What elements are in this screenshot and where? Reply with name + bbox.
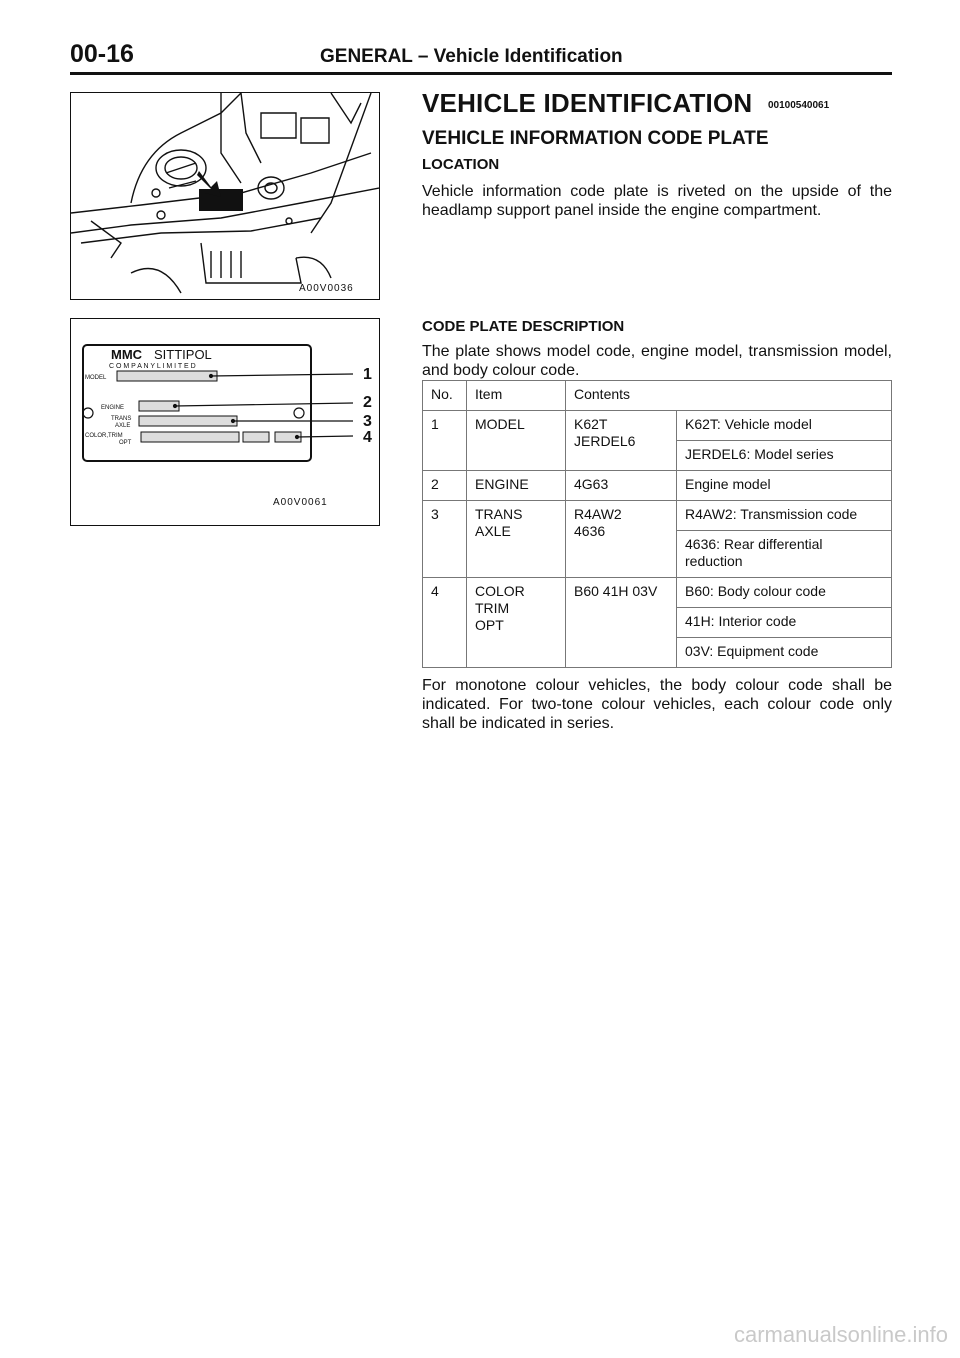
row-no: 2 [423, 471, 467, 501]
description-paragraph: The plate shows model code, engine model, transmission model, and body colour code. [422, 343, 892, 379]
table-row [423, 411, 892, 441]
section-header-title: GENERAL – Vehicle Identification [320, 46, 623, 67]
location-paragraph: Vehicle information code plate is riveted on the upside of the headlamp support panel inside the engine compartment. [422, 183, 892, 219]
row-detail: 03V: Equipment code [677, 638, 892, 668]
header-contents: Contents [566, 381, 892, 411]
row-detail: 4636: Rear differential reduction [677, 531, 892, 578]
table-row [423, 578, 892, 608]
row-code: K62T JERDEL6 [566, 411, 677, 471]
row-detail: K62T: Vehicle model [677, 411, 892, 441]
plate-label-opt: OPT [119, 440, 132, 446]
location-illustration [70, 92, 380, 300]
table-header-row [423, 381, 892, 411]
code-plate-drawing [71, 319, 379, 525]
figure-code-location: A00V0036 [299, 283, 354, 294]
plate-label-axle: AXLE [115, 423, 131, 429]
header-rule [70, 72, 892, 75]
row-no: 3 [423, 501, 467, 578]
plate-label-engine: ENGINE [101, 405, 125, 411]
header-no: No. [423, 381, 467, 411]
plate-brand-name: SITTIPOL [154, 347, 212, 362]
callout-4: 4 [363, 429, 372, 446]
plate-label-trans: TRANS [111, 416, 132, 422]
header-item: Item [467, 381, 566, 411]
row-detail: 41H: Interior code [677, 608, 892, 638]
row-detail: R4AW2: Transmission code [677, 501, 892, 531]
row-item: COLOR TRIM OPT [467, 578, 566, 668]
row-item: MODEL [467, 411, 566, 471]
row-code: 4G63 [566, 471, 677, 501]
row-no: 4 [423, 578, 467, 668]
plate-company: C O M P A N Y L I M I T E D [109, 363, 196, 370]
plate-label-color-trim: COLOR,TRIM [85, 433, 123, 439]
row-detail: Engine model [677, 471, 892, 501]
row-detail: B60: Body colour code [677, 578, 892, 608]
page-title: VEHICLE IDENTIFICATION [422, 88, 753, 118]
callout-2: 2 [363, 394, 372, 411]
figure-code-plate: A00V0061 [273, 497, 328, 508]
description-label: CODE PLATE DESCRIPTION [422, 318, 625, 335]
row-code: R4AW2 4636 [566, 501, 677, 578]
row-no: 1 [423, 411, 467, 471]
note-paragraph: For monotone colour vehicles, the body colour code shall be indicated. For two-tone colour vehicles, each colour code only shall be indicated in series. [422, 677, 892, 732]
row-code: B60 41H 03V [566, 578, 677, 668]
page-number: 00-16 [70, 40, 134, 68]
row-detail: JERDEL6: Model series [677, 441, 892, 471]
callout-3: 3 [363, 413, 372, 430]
row-item: TRANS AXLE [467, 501, 566, 578]
plate-label-model: MODEL [85, 375, 107, 381]
document-code: 00100540061 [768, 100, 830, 111]
row-item: ENGINE [467, 471, 566, 501]
code-plate-table [422, 380, 892, 668]
callout-1: 1 [363, 366, 372, 383]
table-row [423, 471, 892, 501]
table-row [423, 501, 892, 531]
plate-brand: MMC [111, 347, 143, 362]
code-plate-illustration [70, 318, 380, 526]
footer-watermark: carmanualsonline.info [733, 1322, 948, 1347]
section-subtitle: VEHICLE INFORMATION CODE PLATE [422, 128, 769, 149]
location-label: LOCATION [422, 156, 500, 173]
engine-compartment-drawing [71, 93, 379, 299]
